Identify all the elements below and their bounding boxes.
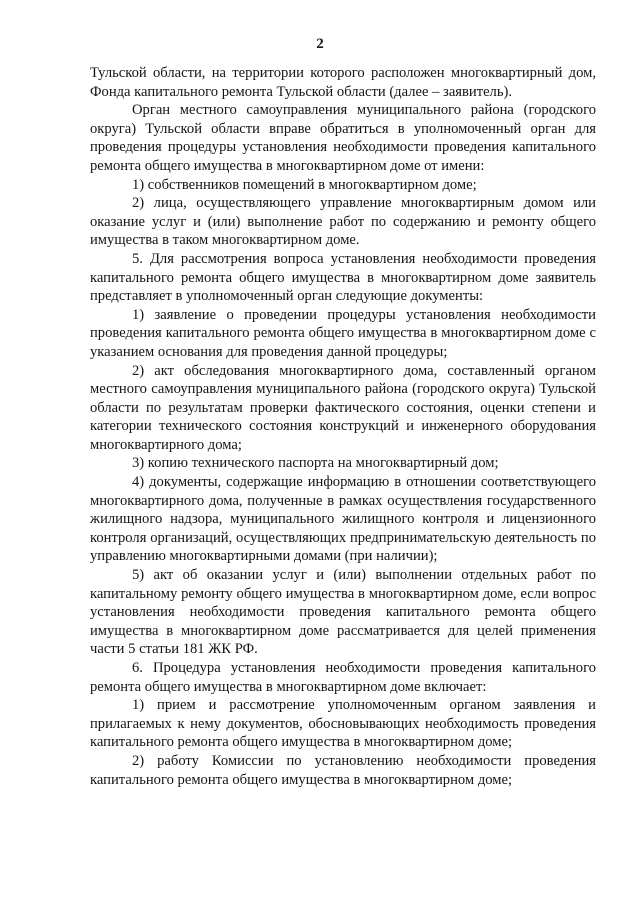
list-item-passport-copy: 3) копию технического паспорта на многоквартирный дом;	[132, 455, 499, 472]
list-item-supervision-docs: 4) документы, содержащие информацию в отношении соответствующего многоквартирного дома, полученные в рамках осуществления государственного жилищного надзора, муниципального жилищного контроля и лицензионного контроля организаций, осуществляющих предпринимательскую деятельность по управлению многоквартирными домами (при наличии);	[90, 474, 596, 565]
list-item-services-act: 5) акт об оказании услуг и (или) выполнении отдельных работ по капитальному ремонту общего имущества в многоквартирном доме, если вопрос установления необходимости проведения капитального ремонта общего имущества в многоквартирном доме рассматривается для целей применения части 5 статьи 181 ЖК РФ.	[90, 567, 596, 658]
list-item-inspection-act: 2) акт обследования многоквартирного дома, составленный органом местного самоуправления муниципального района (городского округа) Тульской области по результатам проверки фактического состояния, оценки степени и категории технического состояния конструкций и инженерного оборудования многоквартирного дома;	[90, 362, 596, 453]
list-item-manager: 2) лица, осуществляющего управление многоквартирным домом или оказание услуг и (или) выполнение работ по содержанию и ремонту общего имущества в таком многоквартирном доме.	[90, 195, 596, 249]
paragraph-continuation: Тульской области, на территории которого расположен многоквартирный дом, Фонда капитального ремонта Тульской области (далее – заявитель).	[90, 65, 596, 100]
list-item-reception: 1) прием и рассмотрение уполномоченным органом заявления и прилагаемых к нему документов, обосновывающих необходимость проведения капитального ремонта общего имущества в многоквартирном доме;	[90, 697, 596, 751]
list-item-owners: 1) собственников помещений в многоквартирном доме;	[132, 176, 477, 193]
list-item-commission: 2) работу Комиссии по установлению необходимости проведения капитального ремонта общего имущества в многоквартирном доме;	[90, 752, 596, 788]
list-item-application: 1) заявление о проведении процедуры установления необходимости проведения капитального ремонта общего имущества в многоквартирном доме с указанием основания для проведения данной процедуры;	[90, 306, 596, 360]
page-number: 2	[316, 36, 324, 52]
paragraph-local-authority: Орган местного самоуправления муниципального района (городского округа) Тульской области вправе обратиться в уполномоченный орган для проведения процедуры установления необходимости проведения капитального ремонта общего имущества в многоквартирном доме от имени:	[90, 102, 596, 174]
paragraph-section-5: 5. Для рассмотрения вопроса установления необходимости проведения капитального ремонта общего имущества в многоквартирном доме заявитель представляет в уполномоченный орган следующие документы:	[90, 250, 596, 305]
paragraph-section-6: 6. Процедура установления необходимости проведения капитального ремонта общего имущества в многоквартирном доме включает:	[90, 660, 596, 695]
document-body	[90, 64, 596, 789]
